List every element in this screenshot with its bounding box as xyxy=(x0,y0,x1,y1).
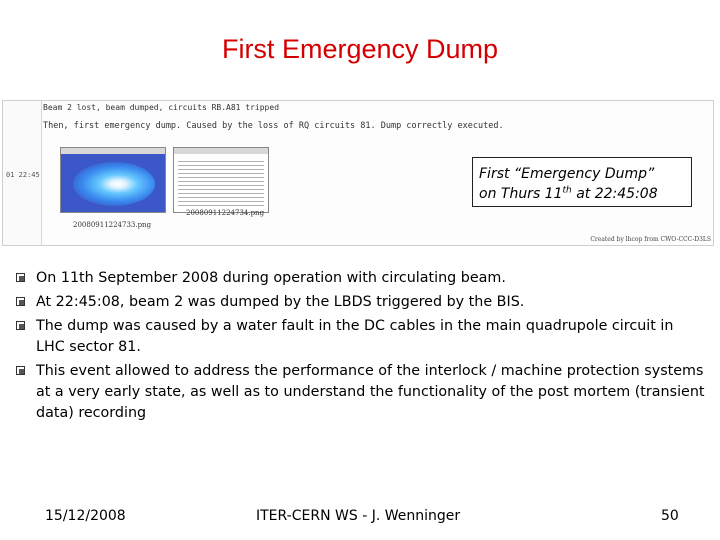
beam-plot-thumbnail[interactable] xyxy=(60,147,166,213)
thumbnail-titlebar xyxy=(61,148,165,154)
beam-profile-graphic xyxy=(73,162,155,206)
thumbnail-caption-1[interactable]: 20080911224733.png xyxy=(73,221,152,229)
bullet-text: On 11th September 2008 during operation with circulating beam. xyxy=(36,270,506,286)
bullet-text: The dump was caused by a water fault in the DC cables in the main quadrupole circuit in LHC sector 81. xyxy=(36,318,674,355)
bullet-item xyxy=(16,316,706,358)
bullet-marker-icon xyxy=(16,366,25,375)
callout-line-1: First “Emergency Dump” xyxy=(479,166,655,182)
callout-superscript: th xyxy=(562,185,572,196)
callout-line-2 xyxy=(479,184,691,204)
callout-text: on Thurs 11 xyxy=(479,186,563,202)
page-number: 50 xyxy=(661,508,679,524)
thumbnail-caption-2[interactable]: 20080911224734.png xyxy=(186,209,265,217)
callout-time: at 22:45:08 xyxy=(571,186,658,202)
emergency-dump-callout xyxy=(472,157,692,207)
log-timecode: 01 22:45 xyxy=(6,171,40,179)
bullet-list xyxy=(16,268,706,427)
bullet-marker-icon xyxy=(16,297,25,306)
bullet-marker-icon xyxy=(16,321,25,330)
bullet-item xyxy=(16,292,706,313)
bullet-item xyxy=(16,361,706,424)
thumbnail-titlebar xyxy=(174,148,268,154)
footer-author: ITER-CERN WS - J. Wenninger xyxy=(256,508,461,524)
table-thumbnail[interactable] xyxy=(173,147,269,213)
logbook-credit: Created by lhcop from CWO-CCC-D3LS xyxy=(590,236,711,243)
bullet-item xyxy=(16,268,706,289)
bullet-text: At 22:45:08, beam 2 was dumped by the LBDS triggered by the BIS. xyxy=(36,294,525,310)
log-entry-line-1: Beam 2 lost, beam dumped, circuits RB.A81 tripped xyxy=(43,103,280,112)
footer-date: 15/12/2008 xyxy=(45,508,126,524)
bullet-marker-icon xyxy=(16,273,25,282)
logbook-sidebar xyxy=(3,101,42,245)
log-entry-line-2: Then, first emergency dump. Caused by the loss of RQ circuits 81. Dump correctly executed. xyxy=(43,121,504,131)
table-rows-graphic xyxy=(178,158,264,208)
slide-title: First Emergency Dump xyxy=(221,34,499,64)
bullet-text: This event allowed to address the performance of the interlock / machine protection systems at a very early state, as well as to understand the functionality of the post mortem (transient data) recording xyxy=(36,363,705,421)
